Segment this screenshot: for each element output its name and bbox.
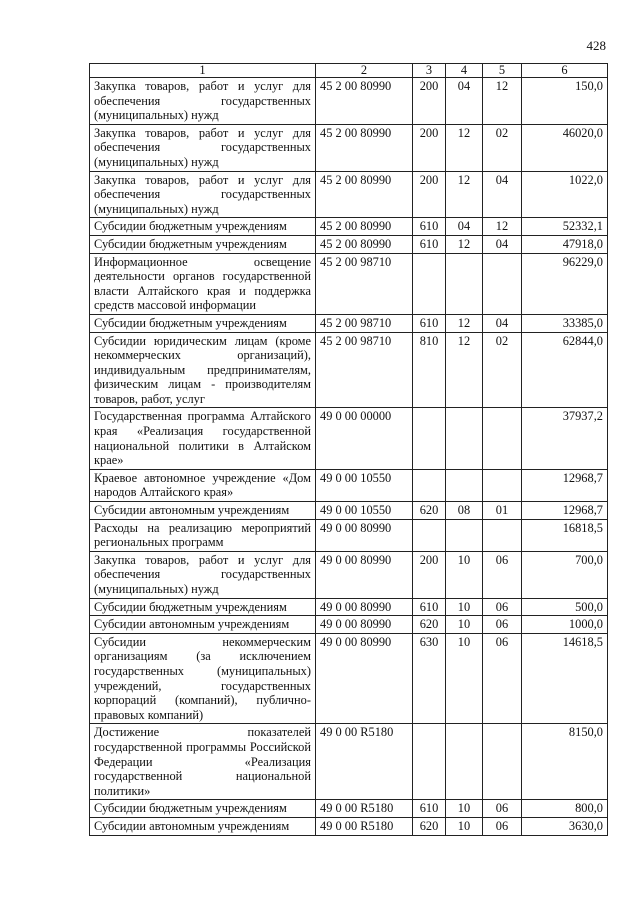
budget-table (89, 63, 608, 836)
row-subsection (483, 519, 522, 551)
row-section: 12 (446, 171, 483, 218)
table-row (90, 124, 608, 171)
row-target-code: 49 0 00 10550 (316, 502, 413, 520)
row-expense-type (413, 519, 446, 551)
row-expense-type: 610 (413, 800, 446, 818)
row-target-code: 45 2 00 80990 (316, 124, 413, 171)
row-sum: 96229,0 (522, 253, 608, 314)
row-sum: 800,0 (522, 800, 608, 818)
row-sum: 33385,0 (522, 314, 608, 332)
row-name: Закупка товаров, работ и услуг для обеспечения государственных (муниципальных) нужд (90, 171, 316, 218)
row-subsection: 04 (483, 235, 522, 253)
row-subsection (483, 253, 522, 314)
table-row (90, 218, 608, 236)
row-subsection: 12 (483, 218, 522, 236)
header-col-2: 2 (316, 64, 413, 78)
row-sum: 62844,0 (522, 332, 608, 408)
row-subsection: 06 (483, 551, 522, 598)
row-expense-type: 810 (413, 332, 446, 408)
row-section: 10 (446, 800, 483, 818)
row-subsection: 06 (483, 817, 522, 835)
row-subsection: 01 (483, 502, 522, 520)
row-sum: 1022,0 (522, 171, 608, 218)
row-section: 12 (446, 124, 483, 171)
row-target-code: 49 0 00 R5180 (316, 817, 413, 835)
table-row (90, 171, 608, 218)
row-expense-type: 620 (413, 616, 446, 634)
row-target-code: 49 0 00 00000 (316, 408, 413, 469)
row-target-code: 45 2 00 98710 (316, 253, 413, 314)
row-subsection: 02 (483, 124, 522, 171)
table-row (90, 633, 608, 724)
row-target-code: 49 0 00 10550 (316, 469, 413, 501)
row-target-code: 49 0 00 80990 (316, 633, 413, 724)
row-section: 10 (446, 598, 483, 616)
header-col-4: 4 (446, 64, 483, 78)
row-sum: 47918,0 (522, 235, 608, 253)
table-row (90, 332, 608, 408)
row-section (446, 724, 483, 800)
row-expense-type: 610 (413, 218, 446, 236)
row-expense-type: 630 (413, 633, 446, 724)
table-row (90, 616, 608, 634)
row-expense-type: 200 (413, 124, 446, 171)
row-sum: 500,0 (522, 598, 608, 616)
row-section: 10 (446, 616, 483, 634)
row-sum: 14618,5 (522, 633, 608, 724)
row-section: 08 (446, 502, 483, 520)
row-name: Субсидии некоммерческим организациям (за исключением государственных (муниципальных) учреждений, государственных корпораций (компаний), публично-правовых компаний) (90, 633, 316, 724)
row-target-code: 49 0 00 R5180 (316, 800, 413, 818)
row-target-code: 49 0 00 80990 (316, 598, 413, 616)
row-section: 12 (446, 314, 483, 332)
table-row (90, 724, 608, 800)
row-name: Субсидии юридическим лицам (кроме некоммерческих организаций), индивидуальным предпринимателям, физическим лицам - производителям товаров, работ, услуг (90, 332, 316, 408)
row-expense-type: 610 (413, 235, 446, 253)
table-row (90, 502, 608, 520)
table-row (90, 235, 608, 253)
table-row (90, 78, 608, 125)
row-subsection: 06 (483, 598, 522, 616)
row-target-code: 49 0 00 80990 (316, 616, 413, 634)
table-row (90, 469, 608, 501)
row-expense-type: 620 (413, 502, 446, 520)
row-subsection: 04 (483, 314, 522, 332)
row-expense-type: 610 (413, 314, 446, 332)
row-sum: 12968,7 (522, 502, 608, 520)
row-name: Расходы на реализацию мероприятий региональных программ (90, 519, 316, 551)
row-target-code: 49 0 00 80990 (316, 551, 413, 598)
table-row (90, 519, 608, 551)
table-row (90, 253, 608, 314)
row-section: 12 (446, 235, 483, 253)
row-expense-type (413, 469, 446, 501)
row-name: Закупка товаров, работ и услуг для обеспечения государственных (муниципальных) нужд (90, 551, 316, 598)
row-sum: 3630,0 (522, 817, 608, 835)
page-number: 428 (586, 38, 606, 53)
header-col-6: 6 (522, 64, 608, 78)
table-row (90, 598, 608, 616)
row-expense-type (413, 408, 446, 469)
row-subsection: 06 (483, 800, 522, 818)
table-row (90, 817, 608, 835)
row-section: 04 (446, 78, 483, 125)
row-sum: 46020,0 (522, 124, 608, 171)
row-name: Информационное освещение деятельности органов государственной власти Алтайского края и поддержка средств массовой информации (90, 253, 316, 314)
row-name: Закупка товаров, работ и услуг для обеспечения государственных (муниципальных) нужд (90, 124, 316, 171)
table-row (90, 800, 608, 818)
row-name: Субсидии автономным учреждениям (90, 502, 316, 520)
row-name: Субсидии автономным учреждениям (90, 616, 316, 634)
row-subsection (483, 724, 522, 800)
header-col-5: 5 (483, 64, 522, 78)
row-name: Субсидии автономным учреждениям (90, 817, 316, 835)
row-expense-type: 620 (413, 817, 446, 835)
row-section (446, 408, 483, 469)
table-header-row (90, 64, 608, 78)
row-section: 04 (446, 218, 483, 236)
row-sum: 150,0 (522, 78, 608, 125)
header-col-3: 3 (413, 64, 446, 78)
table-row (90, 408, 608, 469)
row-expense-type: 200 (413, 171, 446, 218)
row-target-code: 49 0 00 80990 (316, 519, 413, 551)
row-sum: 52332,1 (522, 218, 608, 236)
header-col-1: 1 (90, 64, 316, 78)
row-section: 12 (446, 332, 483, 408)
row-name: Субсидии бюджетным учреждениям (90, 800, 316, 818)
row-subsection (483, 469, 522, 501)
row-subsection: 02 (483, 332, 522, 408)
row-expense-type (413, 724, 446, 800)
row-name: Субсидии бюджетным учреждениям (90, 598, 316, 616)
row-sum: 37937,2 (522, 408, 608, 469)
row-name: Государственная программа Алтайского края «Реализация государственной национальной политики в Алтайском крае» (90, 408, 316, 469)
row-section: 10 (446, 551, 483, 598)
row-expense-type (413, 253, 446, 314)
row-target-code: 45 2 00 80990 (316, 235, 413, 253)
row-target-code: 49 0 00 R5180 (316, 724, 413, 800)
row-sum: 1000,0 (522, 616, 608, 634)
row-expense-type: 200 (413, 78, 446, 125)
row-name: Достижение показателей государственной программы Российской Федерации «Реализация государственной национальной политики» (90, 724, 316, 800)
row-target-code: 45 2 00 98710 (316, 314, 413, 332)
row-sum: 8150,0 (522, 724, 608, 800)
row-target-code: 45 2 00 80990 (316, 171, 413, 218)
row-subsection: 04 (483, 171, 522, 218)
row-section (446, 253, 483, 314)
row-section (446, 519, 483, 551)
row-sum: 12968,7 (522, 469, 608, 501)
row-name: Краевое автономное учреждение «Дом народов Алтайского края» (90, 469, 316, 501)
row-subsection: 12 (483, 78, 522, 125)
row-section: 10 (446, 633, 483, 724)
table-row (90, 551, 608, 598)
row-name: Субсидии бюджетным учреждениям (90, 218, 316, 236)
row-subsection (483, 408, 522, 469)
row-subsection: 06 (483, 633, 522, 724)
row-target-code: 45 2 00 80990 (316, 78, 413, 125)
row-target-code: 45 2 00 80990 (316, 218, 413, 236)
row-name: Закупка товаров, работ и услуг для обеспечения государственных (муниципальных) нужд (90, 78, 316, 125)
row-section: 10 (446, 817, 483, 835)
row-name: Субсидии бюджетным учреждениям (90, 314, 316, 332)
table-row (90, 314, 608, 332)
row-sum: 16818,5 (522, 519, 608, 551)
row-expense-type: 610 (413, 598, 446, 616)
row-sum: 700,0 (522, 551, 608, 598)
row-subsection: 06 (483, 616, 522, 634)
row-name: Субсидии бюджетным учреждениям (90, 235, 316, 253)
row-expense-type: 200 (413, 551, 446, 598)
row-section (446, 469, 483, 501)
row-target-code: 45 2 00 98710 (316, 332, 413, 408)
